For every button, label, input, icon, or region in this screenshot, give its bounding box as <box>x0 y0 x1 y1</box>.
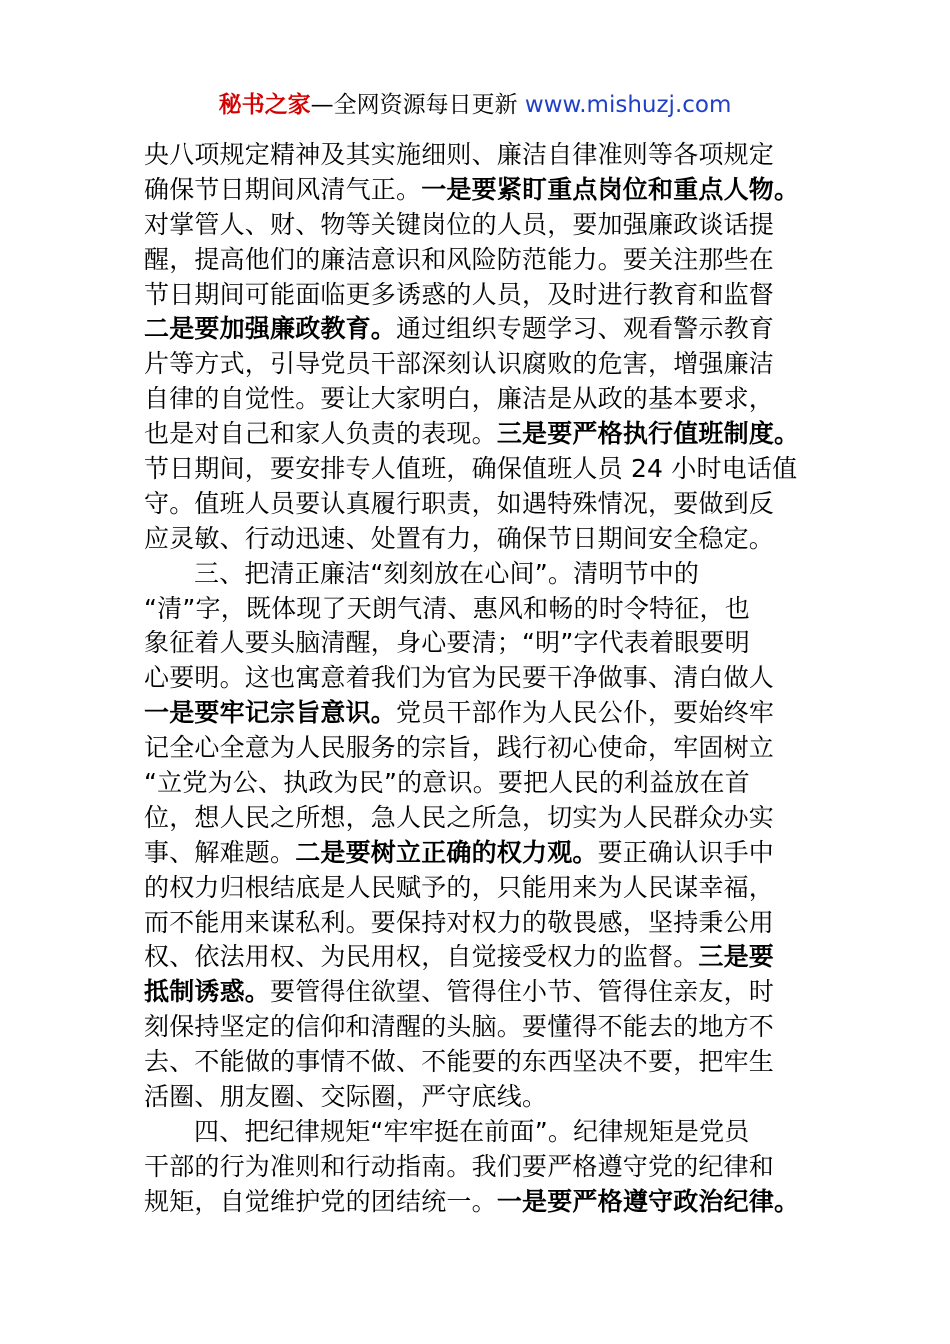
text-line <box>144 766 814 801</box>
site-url-link[interactable]: www.mishuzj.com <box>524 92 732 118</box>
header-tagline: —全网资源每日更新 <box>310 92 525 118</box>
text-segment: 刻保持坚定的信仰和清醒的头脑。要懂得不能去的地方不 <box>144 1012 775 1042</box>
bold-text-segment: 三是要 <box>698 942 775 972</box>
text-line <box>144 940 814 975</box>
bold-text-segment: 二是要加强廉政教育。 <box>144 314 397 344</box>
text-line <box>144 557 814 592</box>
text-line <box>144 208 814 243</box>
text-segment: 确保节日期间风清气正。 <box>144 174 422 204</box>
text-line <box>144 452 814 487</box>
text-segment: 规矩，自觉维护党的团结统一。 <box>144 1186 497 1216</box>
bold-text-segment: 二是要树立正确的权力观。 <box>295 837 598 867</box>
text-line <box>144 975 814 1010</box>
text-line <box>144 836 814 871</box>
bold-text-segment: 三是要严格执行值班制度。 <box>496 419 800 449</box>
text-line <box>144 138 814 173</box>
text-segment: 节日期间可能面临更多诱惑的人员，及时进行教育和监督 <box>144 279 775 309</box>
text-line <box>144 522 814 557</box>
text-segment: 心要明。这也寓意着我们为官为民要干净做事、清白做人 <box>144 663 775 693</box>
text-segment: “清”字，既体现了天朗气清、惠风和畅的时令特征，也 <box>144 593 750 623</box>
text-line <box>144 1150 814 1185</box>
text-segment: 央八项规定精神及其实施细则、廉洁自律准则等各项规定 <box>144 140 775 169</box>
text-segment: 权、依法用权、为民用权，自觉接受权力的监督。 <box>144 942 699 972</box>
document-body <box>144 138 814 1220</box>
text-line <box>144 347 814 382</box>
text-line <box>144 696 814 731</box>
text-segment: 应灵敏、行动迅速、处置有力，确保节日期间安全稳定。 <box>144 523 775 553</box>
text-line <box>144 1080 814 1115</box>
text-segment: 位，想人民之所想，急人民之所急，切实为人民群众办实 <box>144 802 775 832</box>
bold-text-segment: 抵制诱惑。 <box>144 977 271 1007</box>
text-segment: 节日期间，要安排专人值班，确保值班人员 24 小时电话值 <box>144 454 798 484</box>
text-line <box>144 243 814 278</box>
text-segment: 片等方式，引导党员干部深刻认识腐败的危害，增强廉洁 <box>144 349 775 379</box>
page-header <box>0 88 950 122</box>
bold-text-segment: 一是要严格遵守政治纪律。 <box>496 1186 800 1216</box>
text-line <box>144 592 814 627</box>
text-segment: 醒，提高他们的廉洁意识和风险防范能力。要关注那些在 <box>144 244 775 274</box>
brand-name: 秘书之家 <box>218 92 311 118</box>
text-segment: 守。值班人员要认真履行职责，如遇特殊情况，要做到反 <box>144 488 775 518</box>
text-segment: 也是对自己和家人负责的表现。 <box>144 419 497 449</box>
text-segment: 干部的行为准则和行动指南。我们要严格遵守党的纪律和 <box>144 1151 775 1181</box>
text-line <box>144 487 814 522</box>
text-line <box>144 1115 814 1150</box>
text-line <box>144 626 814 661</box>
text-segment: 的权力归根结底是人民赋予的，只能用来为人民谋幸福， <box>144 872 775 902</box>
text-segment: 三、把清正廉洁“刻刻放在心间”。清明节中的 <box>194 558 700 588</box>
text-line <box>144 312 814 347</box>
bold-text-segment: 一是要牢记宗旨意识。 <box>144 698 397 728</box>
text-segment: 要管得住欲望、管得住小节、管得住亲友，时 <box>270 977 775 1007</box>
text-line <box>144 871 814 906</box>
text-segment: 党员干部作为人民公仆，要始终牢 <box>396 698 775 728</box>
text-line <box>144 906 814 941</box>
text-line <box>144 731 814 766</box>
text-line <box>144 801 814 836</box>
text-segment: 事、解难题。 <box>144 837 296 867</box>
text-segment: 对掌管人、财、物等关键岗位的人员，要加强廉政谈话提 <box>144 209 775 239</box>
text-segment: 通过组织专题学习、观看警示教育 <box>396 314 775 344</box>
text-line <box>144 1185 814 1220</box>
text-line <box>144 382 814 417</box>
text-segment: 自律的自觉性。要让大家明白，廉洁是从政的基本要求， <box>144 384 775 414</box>
text-line <box>144 278 814 313</box>
text-line <box>144 173 814 208</box>
text-segment: 去、不能做的事情不做、不能要的东西坚决不要，把牢生 <box>144 1047 775 1077</box>
text-segment: 四、把纪律规矩“牢牢挺在前面”。纪律规矩是党员 <box>194 1116 750 1146</box>
text-line <box>144 1045 814 1080</box>
text-line <box>144 417 814 452</box>
text-segment: 要正确认识手中 <box>597 837 775 867</box>
text-segment: “立党为公、执政为民”的意识。要把人民的利益放在首 <box>144 768 750 798</box>
bold-text-segment: 一是要紧盯重点岗位和重点人物。 <box>421 174 800 204</box>
text-segment: 而不能用来谋私利。要保持对权力的敬畏感，坚持秉公用 <box>144 907 775 937</box>
text-line <box>144 661 814 696</box>
text-segment: 记全心全意为人民服务的宗旨，践行初心使命，牢固树立 <box>144 733 775 763</box>
text-segment: 象征着人要头脑清醒，身心要清；“明”字代表着眼要明 <box>144 628 750 658</box>
text-segment: 活圈、朋友圈、交际圈，严守底线。 <box>144 1082 548 1112</box>
text-line <box>144 1010 814 1045</box>
